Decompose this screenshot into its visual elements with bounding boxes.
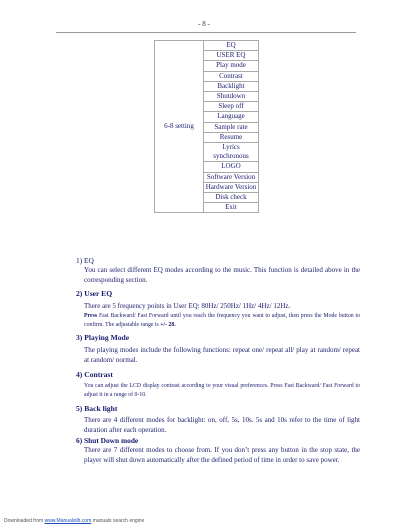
settings-option: USER EQ [204, 51, 259, 61]
settings-option: Exit [204, 203, 259, 213]
section-text-contrast: You can adjust the LCD display contrast according to your visual preferences. Press Fast Backward/ Fast Forward to adjust it in a range of 0-10. [84, 383, 360, 398]
press-text: Fast Backward/ Fast Forward until you reach the frequency you want to adjust, then press the Mode button to confirm. The adjustable range is [84, 312, 360, 328]
settings-option: Sample rate [204, 122, 259, 132]
settings-option: LOGO [204, 162, 259, 172]
section-heading-shut-down: 6) Shut Down mode [76, 435, 139, 445]
settings-option: Resume [204, 132, 259, 142]
press-label: Press [84, 312, 98, 319]
settings-option: Hardware Version [204, 182, 259, 192]
settings-option: Language [204, 112, 259, 122]
footer-prefix: Downloaded from [4, 518, 45, 524]
manual-body [76, 256, 360, 465]
section-text-shut-down: There are 7 different modes to choose from. If you don’t press any button in the stop state, the player will shut down automatically after the defined period of time in order to save power. [84, 445, 360, 464]
settings-option: Contrast [204, 71, 259, 81]
settings-option: Play mode [204, 61, 259, 71]
adjust-range: +/- 28. [160, 321, 176, 328]
section-text-playing-mode: The playing modes include the following functions: repeat one/ repeat all/ play at random/ repeat at random/ normal. [84, 345, 360, 364]
section-heading-contrast: 4) Contrast [76, 369, 113, 379]
section-text-back-light: There are 4 different modes for backlight: on, off, 5s, 10s. 5s and 10s refer to the time of light duration after each operation. [84, 416, 360, 435]
manualslib-link[interactable]: www.Manualslib.com [44, 518, 92, 524]
settings-option: Software Version [204, 172, 259, 182]
section-text-user-eq-press [84, 312, 360, 329]
settings-option: Shutdown [204, 92, 259, 102]
settings-table [154, 40, 259, 213]
header-divider [56, 32, 356, 33]
section-text-eq: You can select different EQ modes according to the music. This function is detailed above in the corresponding section. [84, 265, 360, 284]
section-heading-user-eq: 2) User EQ [76, 289, 113, 299]
section-heading-back-light: 5) Back light [76, 403, 118, 413]
settings-option: Disk check [204, 193, 259, 203]
settings-option: Backlight [204, 81, 259, 91]
footer-source [4, 518, 144, 524]
settings-option: EQ [204, 41, 259, 51]
settings-option: Sleep off [204, 102, 259, 112]
section-text-user-eq: There are 5 frequency points in User EQ: 80Hz/ 250Hz/ 1Hz/ 4Hz/ 12Hz. [84, 302, 291, 311]
settings-row [155, 41, 259, 51]
section-heading-playing-mode: 3) Playing Mode [76, 333, 130, 343]
page-number: - 8 - [198, 20, 210, 28]
section-heading-eq: 1) EQ [76, 256, 94, 265]
settings-option: Lyrics synchronous [204, 143, 259, 162]
footer-suffix: manuals search engine [91, 518, 145, 524]
settings-group-label: 6-8 setting [155, 41, 204, 213]
